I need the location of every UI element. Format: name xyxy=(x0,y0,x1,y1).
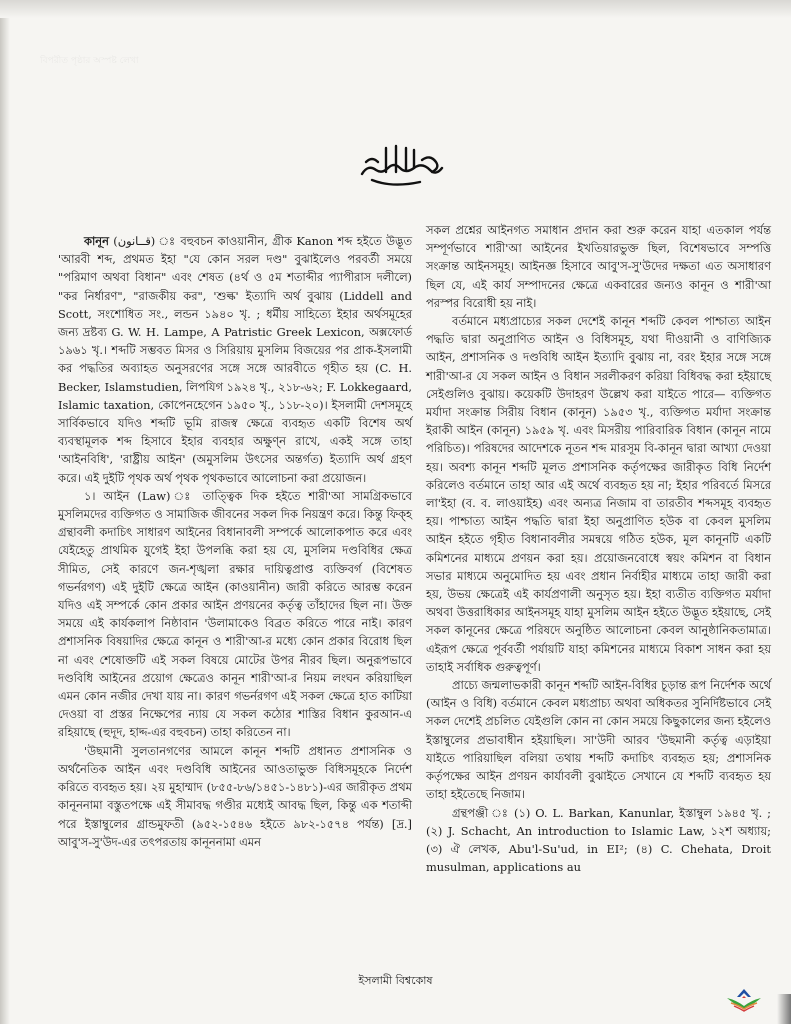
page-top-shadow xyxy=(0,0,791,18)
publisher-logo-icon xyxy=(724,986,764,1012)
page-footer-title: ইসলামী বিশ্বকোষ xyxy=(358,974,433,987)
article-headword: কানূন xyxy=(84,234,109,248)
article-headword-arabic: (قــانون) xyxy=(113,234,156,248)
article-intro-text: ঃ বহুবচন কাওয়ানীন, গ্রীক Kanon শব্দ হইতে উদ্ভূত 'আরবী শব্দ, প্রথমত ইহা "যে কোন সরল দণ্ড" বুঝাইলেও পরবর্তী সময়ে "পরিমাণ অথবা বিধান" এবং শেষত (৪র্থ ও ৫ম শতাব্দীর প্যাপীরাস দলীলে) "কর নির্ধারণ", "রাজকীয় কর", 'শুল্ক' ইত্যাদি অর্থ বুঝায় (Liddell and Scott, সংশোধিত সং., লন্ডন ১৯৪০ খৃ. ; ধর্মীয় সাহিত্যে ইহার অর্থসমূহের জন্য দ্রষ্টব্য G. W. H. Lampe, A Patristic Greek Lexicon, অক্সফোর্ড ১৯৬১ খৃ.। শব্দটি সম্ভবত মিসর ও সিরিয়ায় মুসলিম বিজয়ের পর প্রাক-ইসলামী কর পদ্ধতির অব্যাহত অনুসরণের সঙ্গে সঙ্গে আরবীতে গৃহীত হয় (C. H. Becker, Islamstudien, লিপযিগ ১৯২৪ খৃ., ২১৮-৬২; F. Lokkegaard, Islamic taxation, কোপেনহেগেন ১৯৫০ খৃ., ১১৮-২০)। ইসলামী দেশসমূহে সার্বিকভাবে যদিও শব্দটি ভূমি রাজস্ব ক্ষেত্রে ব্যবহৃত একটি বিশেষ অর্থ ব্যবস্থামূলক শব্দ হিসাবে ইহার ব্যবহার অক্ষুণ্ন রাখে, একই সঙ্গে তাহা 'আইনবিধি', 'রাষ্ট্রীয় আইন' (অমুসলিম উৎসের অন্তর্গত) ইত্যাদি অর্থ গ্রহণ করে। এই দুইটি পৃথক অর্থ পৃথক পৃথকভাবে আলোচনা করা প্রয়োজন। xyxy=(58,234,412,485)
article-continuation-paragraph: সকল প্রশ্নের আইনগত সমাধান প্রদান করা শুরু করেন যাহা এতকাল পর্যন্ত সম্পূর্ণভাবে শারী'আ আইনের ইখতিয়ারভুক্ত ছিল, বিশেষভাবে সম্পত্তি সংক্রান্ত আইনসমূহ। আইনজ্ঞ হিসাবে আবু'স-সু'উদের দক্ষতা এত অসাধারণ ছিল যে, এই কার্য সম্পাদনের ক্ষেত্রে একবারের জন্যও কানূন ও শারী'আ পরস্পর বিরোধী হয় নাই। xyxy=(426,223,771,310)
page-binding-shadow xyxy=(0,0,10,1024)
page-corner-shadow xyxy=(777,994,791,1024)
bismillah-calligraphy xyxy=(356,140,448,188)
article-origin-paragraph: প্রাচ্যে জন্মলাভকারী কানূন শব্দটি আইন-বিধির চূড়ান্ত রূপ নির্দেশক অর্থে (আইন ও বিধি) বর্তমানে কেবল মধ্যপ্রাচ্য অথবা অধিকতর সুনির্দিষ্টভাবে সেই সকল দেশেই প্রচলিত যেইগুলি কোন না কোন সময়ে কিছুকালের জন্য হইলেও ইস্তাম্বুলের প্রভাবাধীন হইয়াছিল। সা'উদী আরব 'উছমানী কর্তৃত্ব এড়াইয়া যাইতে পারিয়াছিল বলিয়া তথায় শব্দটি কদাচিৎ ব্যবহৃত হয়; প্রশাসনিক কর্তৃপক্ষের আইন প্রণয়ন কার্যাবলী বুঝাইতে সেখানে যে শব্দটি ব্যবহৃত হয় তাহা হইতেছে নিজাম। xyxy=(426,678,771,802)
article-modern-usage-paragraph: বর্তমানে মধ্যপ্রাচ্যের সকল দেশেই কানূন শব্দটি কেবল পাশ্চাত্য আইন পদ্ধতি দ্বারা অনুপ্রাণিত আইন ও বিধিসমূহ, যথা দীওয়ানী ও বাণিজ্যিক আইন, প্রশাসনিক ও দণ্ডবিধি আইন ইত্যাদি বুঝায় না, বরং ইহার সঙ্গে সঙ্গে শারী'আ-র যে সকল আইন ও বিধান সরলীকরণ করিয়া বিধিবদ্ধ করা হইয়াছে সেইগুলিও বুঝায়। কয়েকটি উদাহরণ উল্লেখ করা যাইতে পারে— ব্যক্তিগত মর্যাদা সংক্রান্ত সিরীয় বিধান (কানূন) ১৯৫৩ খৃ., ব্যক্তিগত মর্যাদা সংক্রান্ত ইরাকী আইন (কানূন) ১৯৫৯ খৃ. এবং মিসরীয় পারিবারিক বিধান (কানূন নামে পরিচিত)। পরিষদের আদেশকে নূতন শব্দ মারসূম বি-কানূন দ্বারা আখ্যা দেওয়া হয়। অবশ্য কানূন শব্দটি মূলত প্রশাসনিক কর্তৃপক্ষের জারীকৃত বিধি নির্দেশ করিলেও বর্তমানে তাহা আর এই অর্থে ব্যবহৃত হয় না; ইহার পরিবর্তে মিসরে লা'ইহা (ব. ব. লাওয়াইহ) এবং অন্যত্র নিজাম বা তারতীব শব্দসমূহ ব্যবহৃত হয়। পাশ্চাত্য আইন পদ্ধতি দ্বারা ইহা অনুপ্রাণিত হউক বা কেবল মুসলিম আইন হইতে গৃহীত বিধানাবলীর সমন্বয়ে গঠিত হউক, মূল কানূনটি একটি কমিশনের মাধ্যমে প্রণয়ন করা হয়। প্রয়োজনবোধে স্বয়ং কমিশন বা বিধান সভার মাধ্যমে অনুমোদিত হয় এবং প্রধান নির্বাহীর মাধ্যমে তাহা জারী করা হয়, উভয় ক্ষেত্রেই এই কার্যপ্রণালী অনুসৃত হয়। ইহা ব্যতীত ব্যক্তিগত মর্যাদা অথবা উত্তরাধিকার আইনসমূহ যাহা মুসলিম আইন হইতে উদ্ভূত হইয়াছে, সেই সকল কানূনের ক্ষেত্রে পরিষদে অনুষ্ঠিত আলোচনা কেবল আনুষ্ঠানিকতামাত্র। এইরূপ ক্ষেত্রে পূর্ববর্তী পর্যায়টি যাহা কমিশনের মাধ্যমে বিকাশ সাধন করা হয় তাহাই সর্বাধিক গুরুত্বপূর্ণ। xyxy=(426,314,771,674)
article-intro-paragraph xyxy=(58,232,412,487)
article-bibliography: গ্রন্থপঞ্জী ঃ (১) O. L. Barkan, Kanunlar, ইস্তাম্বুল ১৯৪৫ খৃ. ; (২) J. Schacht, An introduction to Islamic Law, ১২শ অধ্যায়; (৩) ঐ লেখক, Abu'l-Su'ud, in EI²; (৪) C. Chehata, Droit musulman, applications au xyxy=(426,805,771,875)
article-section-law: ১। আইন (Law) ঃ তাত্ত্বিক দিক হইতে শারী'আ সামগ্রিকভাবে মুসলিমদের ব্যক্তিগত ও সামাজিক জীবনের সকল দিক নিয়ন্ত্রণ করে। কিন্তু ফিক্হ গ্রন্থাবলী কদাচিৎ সাধারণ আইনের বিধানাবলী সম্পর্কে আলোকপাত করে এবং যেইহেতু প্রাথমিক যুগেই ইহা উপলব্ধি করা হয় যে, মুসলিম দণ্ডবিধির ক্ষেত্র সীমিত, সেই কারণে জন-শৃঙ্খলা রক্ষার দায়িত্বপ্রাপ্ত ব্যক্তিবর্গ (বিশেষত গভর্নরগণ) এই দুইটি ক্ষেত্রে আইন (কাওয়ানীন) জারী করিতে আরম্ভ করেন যদিও এই সম্পর্কে কোন প্রকার আইন প্রণয়নের কর্তৃত্ব তাঁহাদের ছিল না। উক্ত সময়ে এই কার্যকলাপ নিষ্ঠাবান 'উলামাকেও বিব্রত করিতে পারে নাই। কারণ প্রশাসনিক বিষয়াদির ক্ষেত্রে কানূন ও শারী'আ-র মধ্যে কোন প্রকার বিরোধ ছিল না এবং শেষোক্তটি এই সকল বিষয়ে মোটের উপর নীরব ছিল। অনুরূপভাবে দণ্ডবিধি আইনের প্রয়োগ ক্ষেত্রেও কানূন শারী'আ-র নিয়ম লংঘন করিয়াছিল এমন কোন নজীর দেখা যায় না। কারণ গভর্নরগণ এই সকল ক্ষেত্রে হাত কাটিয়া দেওয়া বা প্রস্তর নিক্ষেপের ন্যায় যে সকল কঠোর শাস্তির বিধান কুরআন-এ রহিয়াছে (হুদূদ, হাদ্দ-এর বহুবচন) তাহা করিতেন না। xyxy=(58,488,412,740)
bleed-through-text: বিপরীত পৃষ্ঠার অস্পষ্ট লেখা xyxy=(40,56,139,66)
article-right-column xyxy=(426,221,771,876)
article-left-column xyxy=(58,232,412,851)
article-section-ottoman: 'উছমানী সুলতানগণের আমলে কানূন শব্দটি প্রধানত প্রশাসনিক ও অর্থনৈতিক আইন এবং দণ্ডবিধি আইনের আওতাভুক্ত বিধিসমূহকে নির্দেশ করিতে ব্যবহৃত হয়। ২য় মুহাম্মাদ (৮৫৫-৮৬/১৪৫১-১৪৮১)-এর জারীকৃত প্রথম কানূননামা বস্তুতপক্ষে এই সীমাবদ্ধ গণ্ডীর মধ্যেই আবদ্ধ ছিল, কিন্তু এক শতাব্দী পরে ইস্তাম্বুলের গ্রান্ডমুফতী (৯৫২-১৫৪৬ হইতে ৯৮২-১৫৭৪ পর্যন্ত) [দ্র.] আবু'স-সু'উদ-এর তৎপরতায় কানূননামা এমন xyxy=(58,743,412,849)
